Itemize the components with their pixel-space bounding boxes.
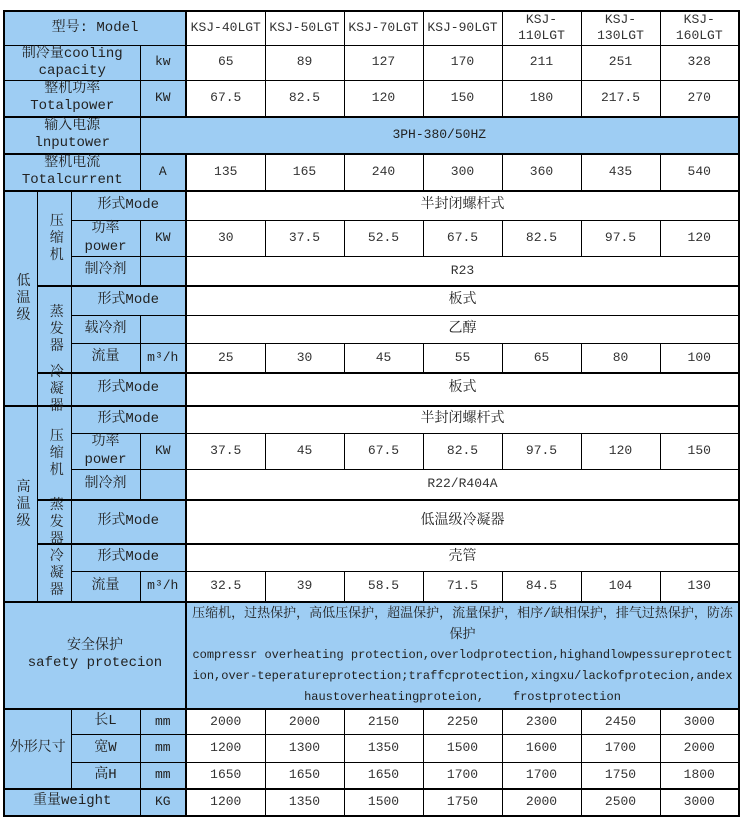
value-cell: 37.5: [265, 221, 344, 257]
low-flow-row: [4, 344, 739, 373]
value-cell: 2000: [502, 789, 581, 816]
group-label-cell: [37, 406, 71, 500]
value-cell: 251: [581, 45, 660, 80]
value-cell: 30: [186, 221, 265, 257]
value-cell: 3000: [660, 789, 739, 816]
model-name-cell: KSJ-50LGT: [265, 11, 344, 45]
unit-cell: mm: [140, 763, 186, 789]
unit-cell: KW: [140, 434, 186, 470]
value-cell: 211: [502, 45, 581, 80]
value-cell: 120: [581, 434, 660, 470]
merged-value-cell: 乙醇: [186, 316, 739, 344]
value-cell: 120: [344, 80, 423, 117]
high-compressor-mode-row: [4, 406, 739, 434]
dimensions-label-cell: 外形尺寸: [4, 709, 71, 789]
spec-table: [3, 10, 740, 817]
value-cell: 1350: [265, 789, 344, 816]
unit-cell: m³/h: [140, 344, 186, 373]
value-cell: 1650: [265, 763, 344, 789]
row-label-cell: 整机功率Totalpower: [4, 80, 140, 117]
weight-row: [4, 789, 739, 816]
value-cell: 100: [660, 344, 739, 373]
value-cell: 82.5: [423, 434, 502, 470]
value-cell: 30: [265, 344, 344, 373]
low-stage-label: 低温级: [13, 272, 30, 324]
value-cell: 2000: [660, 735, 739, 763]
unit-cell: KW: [140, 80, 186, 117]
value-cell: 240: [344, 154, 423, 191]
spec-sheet: [3, 10, 740, 817]
value-cell: 1200: [186, 735, 265, 763]
safety-text-zh: 压缩机，过热保护，高低压保护，超温保护，流量保护，相序/缺相保护，排气过热保护，防冻保护: [192, 605, 733, 642]
value-cell: 360: [502, 154, 581, 191]
value-cell: 2500: [581, 789, 660, 816]
value-cell: 2300: [502, 709, 581, 735]
value-cell: 1750: [581, 763, 660, 789]
model-header-label: 型号: Model: [4, 11, 186, 45]
dimension-height-row: [4, 763, 739, 789]
model-name-cell: KSJ-160LGT: [660, 11, 739, 45]
sub-label-cell: 形式Mode: [71, 191, 186, 221]
value-cell: 328: [660, 45, 739, 80]
safety-text-cell: [186, 602, 739, 709]
value-cell: 104: [581, 572, 660, 602]
model-name-cell: KSJ-70LGT: [344, 11, 423, 45]
low-compressor-label: 压缩机: [46, 212, 63, 264]
group-label-cell: [37, 286, 71, 373]
merged-value-cell: 板式: [186, 373, 739, 406]
merged-value-cell: 半封闭螺杆式: [186, 406, 739, 434]
sub-label-cell: 制冷剂: [71, 257, 140, 286]
model-name-cell: KSJ-90LGT: [423, 11, 502, 45]
merged-value-cell: 板式: [186, 286, 739, 316]
unit-cell-empty: [140, 470, 186, 500]
value-cell: 97.5: [581, 221, 660, 257]
unit-cell: kw: [140, 45, 186, 80]
safety-label-en: safety protecion: [27, 655, 163, 671]
unit-cell: A: [140, 154, 186, 191]
value-cell: 1500: [423, 735, 502, 763]
sub-label-cell: 形式Mode: [71, 286, 186, 316]
high-compressor-power-row: [4, 434, 739, 470]
model-name-cell: KSJ-40LGT: [186, 11, 265, 45]
value-cell: 1200: [186, 789, 265, 816]
value-cell: 120: [660, 221, 739, 257]
value-cell: 2150: [344, 709, 423, 735]
value-cell: 1500: [344, 789, 423, 816]
sub-label-cell: 长L: [71, 709, 140, 735]
merged-value-cell: R23: [186, 257, 739, 286]
low-evaporator-label: 蒸发器: [46, 303, 63, 355]
value-cell: 1700: [502, 763, 581, 789]
value-cell: 1300: [265, 735, 344, 763]
sub-label-cell: 流量: [71, 344, 140, 373]
low-evaporator-mode-row: [4, 286, 739, 316]
sub-label-cell: 形式Mode: [71, 500, 186, 544]
value-cell: 67.5: [423, 221, 502, 257]
model-name-cell: KSJ-130LGT: [581, 11, 660, 45]
value-cell: 2250: [423, 709, 502, 735]
stage-label-cell: [4, 406, 37, 602]
value-cell: 32.5: [186, 572, 265, 602]
group-label-cell: [37, 496, 71, 547]
high-stage-label: 高温级: [13, 478, 30, 529]
low-refrigerant-row: [4, 257, 739, 286]
value-cell: 1750: [423, 789, 502, 816]
low-condenser-label: 冷凝器: [46, 363, 63, 415]
unit-cell: mm: [140, 735, 186, 763]
value-cell: 97.5: [502, 434, 581, 470]
value-cell: 37.5: [186, 434, 265, 470]
value-cell: 80: [581, 344, 660, 373]
value-cell: 180: [502, 80, 581, 117]
low-condenser-mode-row: [4, 373, 739, 406]
value-cell: 82.5: [502, 221, 581, 257]
value-cell: 135: [186, 154, 265, 191]
value-cell: 2000: [265, 709, 344, 735]
value-cell: 45: [344, 344, 423, 373]
value-cell: 270: [660, 80, 739, 117]
unit-cell: KG: [140, 789, 186, 816]
value-cell: 150: [423, 80, 502, 117]
merged-value-cell: 低温级冷凝器: [186, 500, 739, 544]
value-cell: 82.5: [265, 80, 344, 117]
value-cell: 45: [265, 434, 344, 470]
unit-cell-empty: [140, 257, 186, 286]
value-cell: 435: [581, 154, 660, 191]
value-cell: 130: [660, 572, 739, 602]
group-label-cell: [37, 363, 71, 415]
low-compressor-power-row: [4, 221, 739, 257]
value-cell: 2000: [186, 709, 265, 735]
value-cell: 170: [423, 45, 502, 80]
low-compressor-mode-row: [4, 191, 739, 221]
high-evaporator-label: 蒸发器: [46, 496, 63, 547]
sub-label-cell: 形式Mode: [71, 373, 186, 406]
sub-label-cell: 功率power: [71, 434, 140, 470]
value-cell: 67.5: [186, 80, 265, 117]
input-power-row: [4, 117, 739, 154]
safety-label-zh: 安全保护: [67, 638, 123, 654]
high-evaporator-mode-row: [4, 500, 739, 544]
cooling-label-line2: capacity: [38, 62, 106, 79]
row-label-cell: 重量weight: [4, 789, 140, 816]
value-cell: 71.5: [423, 572, 502, 602]
value-cell: 67.5: [344, 434, 423, 470]
merged-value-cell: 壳管: [186, 544, 739, 572]
value-cell: 217.5: [581, 80, 660, 117]
value-cell: 165: [265, 154, 344, 191]
value-cell: 58.5: [344, 572, 423, 602]
dimension-width-row: [4, 735, 739, 763]
unit-cell: mm: [140, 709, 186, 735]
sub-label-cell: 形式Mode: [71, 544, 186, 572]
stage-label-cell: [4, 191, 37, 406]
total-power-row: [4, 80, 739, 117]
sub-label-cell: 载冷剂: [71, 316, 140, 344]
value-cell: 540: [660, 154, 739, 191]
sub-label-cell: 流量: [71, 572, 140, 602]
sub-label-cell: 功率power: [71, 221, 140, 257]
unit-cell-empty: [140, 316, 186, 344]
row-label-cell: 整机电流Totalcurrent: [4, 154, 140, 191]
sub-label-cell: 宽W: [71, 735, 140, 763]
safety-label-cell: [4, 602, 186, 709]
value-cell: 25: [186, 344, 265, 373]
high-refrigerant-row: [4, 470, 739, 500]
value-cell: 65: [502, 344, 581, 373]
low-coolant-row: [4, 316, 739, 344]
value-cell: 39: [265, 572, 344, 602]
value-cell: 300: [423, 154, 502, 191]
model-name-cell: KSJ-110LGT: [502, 11, 581, 45]
high-condenser-label: 冷凝器: [46, 547, 63, 598]
group-label-cell: [37, 544, 71, 602]
value-cell: 127: [344, 45, 423, 80]
total-current-row: [4, 154, 739, 191]
safety-text-en: compressr overheating protection,overlodprotection,highandlowpessureprotection,over-teperatureprotection;traffcprotection,xingxu/lackofprotecion,andexhaustoverheatingproteion, frostprotection: [192, 647, 733, 704]
group-label-cell: [37, 191, 71, 286]
cooling-capacity-row: [4, 45, 739, 80]
value-cell: 52.5: [344, 221, 423, 257]
safety-row: [4, 602, 739, 709]
dimension-length-row: [4, 709, 739, 735]
value-cell: 1700: [423, 763, 502, 789]
unit-cell: m³/h: [140, 572, 186, 602]
value-cell: 1700: [581, 735, 660, 763]
row-label-cell: 输入电源lnputower: [4, 117, 140, 154]
merged-value-cell: R22/R404A: [186, 470, 739, 500]
value-cell: 65: [186, 45, 265, 80]
value-cell: 1350: [344, 735, 423, 763]
value-cell: 150: [660, 434, 739, 470]
value-cell: 55: [423, 344, 502, 373]
value-cell: 1800: [660, 763, 739, 789]
header-row: [4, 11, 739, 45]
value-cell: 84.5: [502, 572, 581, 602]
value-cell: 1650: [186, 763, 265, 789]
value-cell: 89: [265, 45, 344, 80]
cooling-label-line1: 制冷量cooling: [21, 45, 123, 62]
row-label-cell: [4, 45, 140, 80]
high-condenser-mode-row: [4, 544, 739, 572]
sub-label-cell: 形式Mode: [71, 406, 186, 434]
value-cell: 1650: [344, 763, 423, 789]
unit-cell: KW: [140, 221, 186, 257]
value-cell: 2450: [581, 709, 660, 735]
merged-value-cell: 3PH-380/50HZ: [140, 117, 739, 154]
value-cell: 3000: [660, 709, 739, 735]
merged-value-cell: 半封闭螺杆式: [186, 191, 739, 221]
value-cell: 1600: [502, 735, 581, 763]
high-compressor-label: 压缩机: [46, 427, 63, 478]
sub-label-cell: 高H: [71, 763, 140, 789]
sub-label-cell: 制冷剂: [71, 470, 140, 500]
high-flow-row: [4, 572, 739, 602]
